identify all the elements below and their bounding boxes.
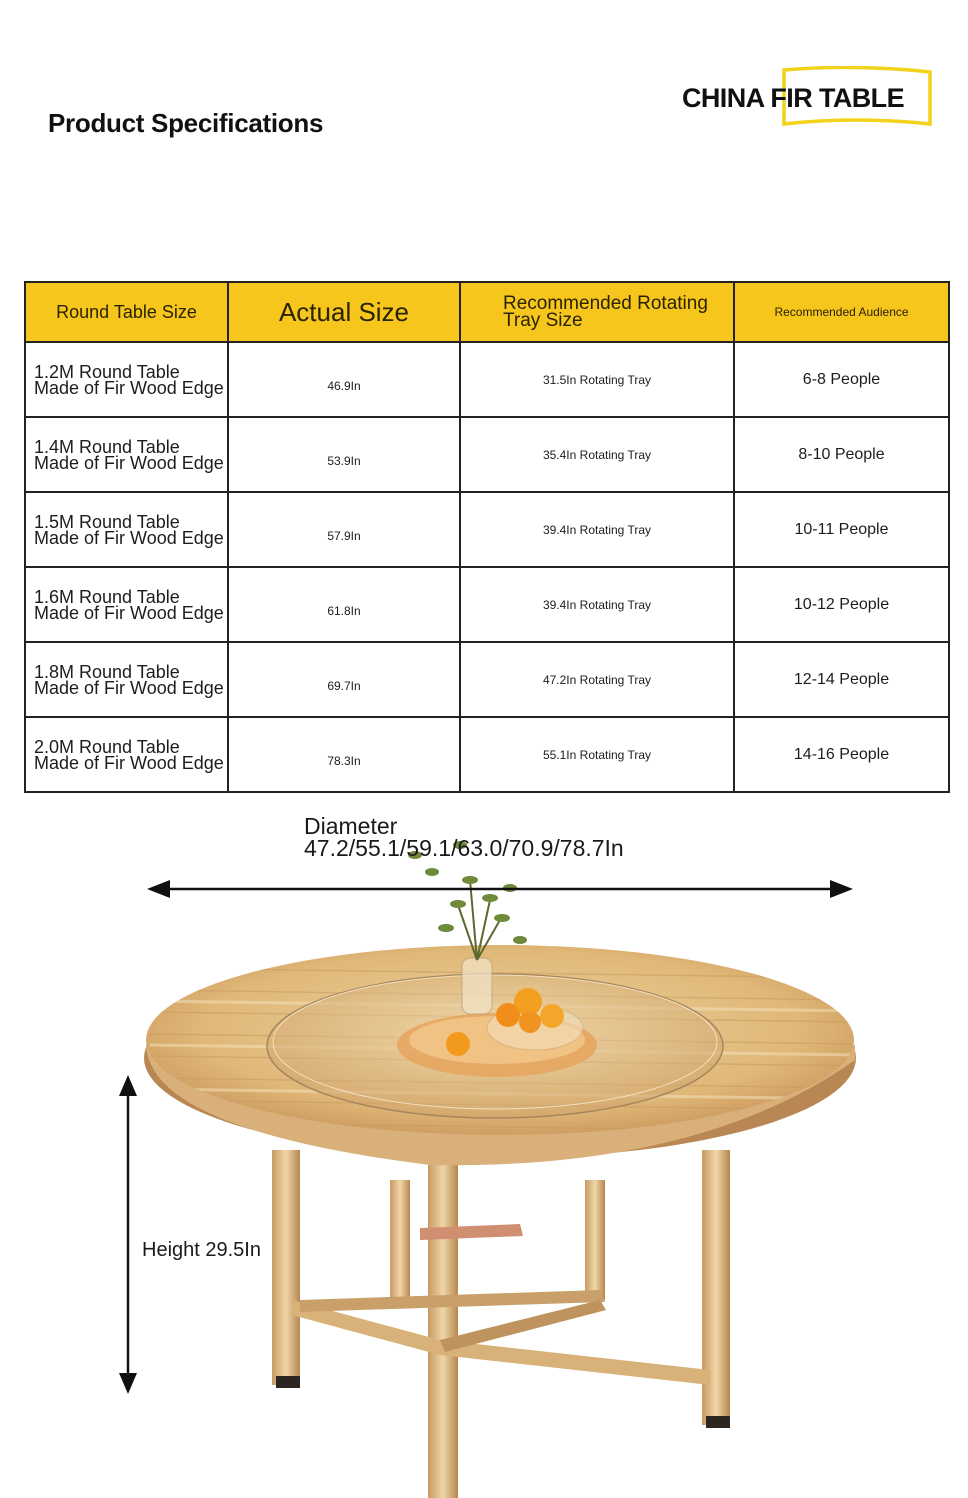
cell-audience: 6-8 People [734, 342, 949, 417]
height-arrow [119, 1075, 137, 1394]
cell-tray: 39.4In Rotating Tray [460, 567, 734, 642]
cell-actual: 61.8In [228, 567, 460, 642]
cell-actual: 69.7In [228, 642, 460, 717]
cell-size: 1.4M Round Table Made of Fir Wood Edge [25, 417, 228, 492]
cell-actual: 57.9In [228, 492, 460, 567]
cell-audience: 10-12 People [734, 567, 949, 642]
logo-text: CHINA FIR TABLE [682, 83, 904, 113]
cell-size: 2.0M Round Table Made of Fir Wood Edge [25, 717, 228, 792]
col-header-tray: Recommended Rotating Tray Size [460, 282, 734, 342]
spec-table [24, 281, 950, 793]
height-label: Height 29.5In [142, 1239, 261, 1261]
cell-tray: 39.4In Rotating Tray [460, 492, 734, 567]
col-header-actual: Actual Size [228, 282, 460, 342]
cell-tray: 47.2In Rotating Tray [460, 642, 734, 717]
table-product-image [0, 760, 968, 1498]
table-header-row [25, 282, 949, 342]
cell-audience: 14-16 People [734, 717, 949, 792]
table-row [25, 342, 949, 417]
cell-tray: 35.4In Rotating Tray [460, 417, 734, 492]
cell-audience: 12-14 People [734, 642, 949, 717]
cell-actual: 53.9In [228, 417, 460, 492]
cell-size: 1.8M Round Table Made of Fir Wood Edge [25, 642, 228, 717]
col-header-audience: Recommended Audience [734, 282, 949, 342]
cell-size: 1.5M Round Table Made of Fir Wood Edge [25, 492, 228, 567]
brand-logo [680, 66, 935, 128]
cell-size: 1.2M Round Table Made of Fir Wood Edge [25, 342, 228, 417]
table-row [25, 642, 949, 717]
col-header-size: Round Table Size [25, 282, 228, 342]
table-row [25, 567, 949, 642]
cell-actual: 78.3In [228, 717, 460, 792]
cell-tray: 55.1In Rotating Tray [460, 717, 734, 792]
diameter-label: Diameter [304, 813, 398, 839]
cell-tray: 31.5In Rotating Tray [460, 342, 734, 417]
diameter-values: 47.2/55.1/59.1/63.0/70.9/78.7In [304, 835, 624, 861]
cell-audience: 8-10 People [734, 417, 949, 492]
cell-actual: 46.9In [228, 342, 460, 417]
diameter-arrow [147, 880, 853, 898]
cell-size: 1.6M Round Table Made of Fir Wood Edge [25, 567, 228, 642]
table-legs [272, 1150, 730, 1498]
table-row [25, 492, 949, 567]
table-row [25, 417, 949, 492]
page-title: Product Specifications [48, 108, 324, 138]
cell-audience: 10-11 People [734, 492, 949, 567]
